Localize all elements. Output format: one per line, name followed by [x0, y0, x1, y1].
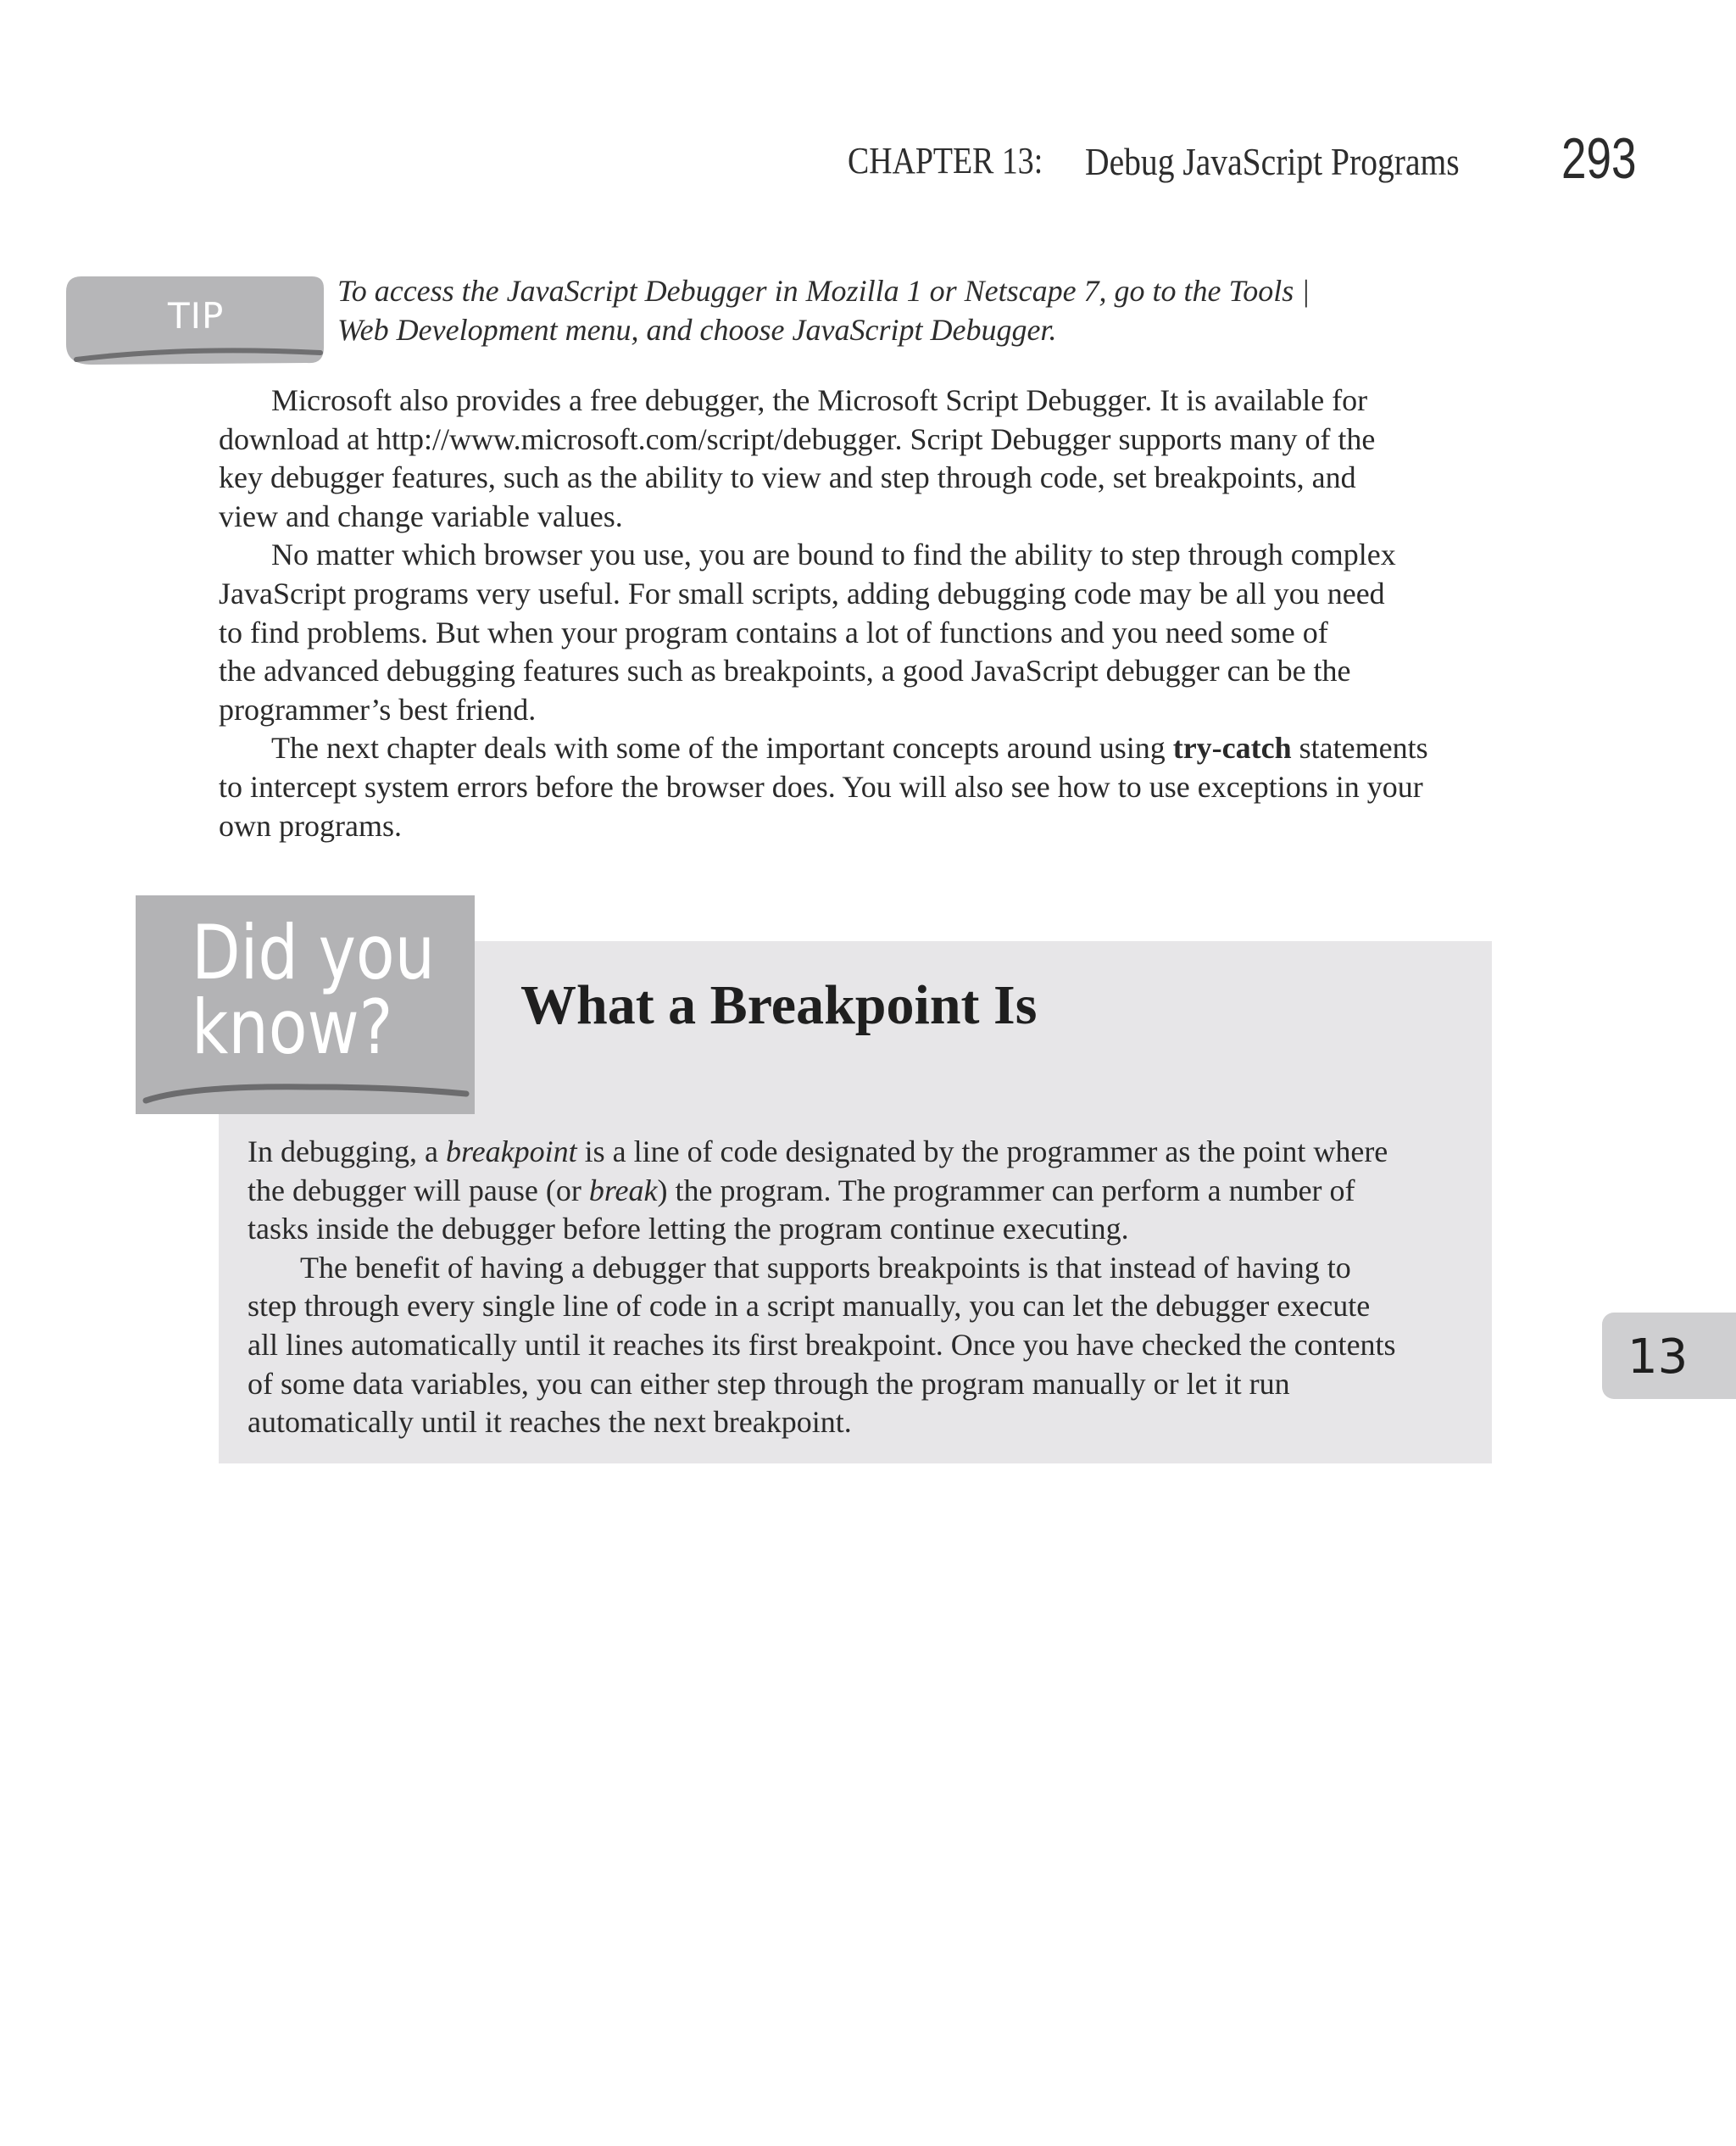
- body-paragraph: [219, 729, 1490, 845]
- body-line: [248, 1133, 1477, 1172]
- body-paragraph: [219, 382, 1490, 536]
- body-line: view and change variable values.: [219, 499, 623, 533]
- body-line: Microsoft also provides a free debugger, the Microsoft Script Debugger. It is available for: [271, 383, 1368, 417]
- body-line: [219, 729, 1490, 768]
- chapter-tab-number: 13: [1628, 1329, 1689, 1385]
- tip-line: Web Development menu, and choose JavaScript Debugger.: [337, 313, 1057, 347]
- code-term-try-catch: try-catch: [1172, 731, 1292, 766]
- page-number: 293: [1561, 126, 1637, 191]
- body-line: own programs.: [219, 808, 402, 843]
- did-you-know-line: Did you: [192, 909, 436, 996]
- body-text-run: In debugging, a: [248, 1134, 446, 1168]
- tip-label: TIP: [168, 295, 225, 337]
- body-text-run: statements: [1291, 731, 1428, 766]
- did-you-know-paragraph: [248, 1133, 1477, 1249]
- body-line: tasks inside the debugger before letting the program continue executing.: [248, 1212, 1129, 1246]
- tip-text: [337, 271, 1439, 349]
- chapter-tab: [1602, 1313, 1736, 1399]
- body-line: all lines automatically until it reaches its first breakpoint. Once you have checked the contents: [248, 1327, 1396, 1362]
- running-header: [848, 126, 1637, 191]
- body-line: the advanced debugging features such as breakpoints, a good JavaScript debugger can be the: [219, 654, 1351, 688]
- body-text-run: The next chapter deals with some of the important concepts around using: [271, 731, 1173, 766]
- body-text-run: ) the program. The programmer can perform a number of: [657, 1173, 1355, 1207]
- body-line: step through every single line of code in a script manually, you can let the debugger execute: [248, 1289, 1371, 1324]
- body-line: to intercept system errors before the browser does. You will also see how to use exceptions in your: [219, 769, 1423, 804]
- body-paragraph: [219, 536, 1490, 729]
- did-you-know-body: [248, 1133, 1477, 1442]
- body-line: to find problems. But when your program contains a lot of functions and you need some of: [219, 615, 1328, 649]
- tip-line: To access the JavaScript Debugger in Mozilla 1 or Netscape 7, go to the Tools |: [337, 274, 1310, 308]
- chapter-title: Debug JavaScript Programs: [1085, 140, 1460, 183]
- body-text: [219, 382, 1490, 845]
- chapter-label: CHAPTER 13:: [848, 140, 1043, 181]
- did-you-know-swoosh: [141, 1075, 471, 1109]
- did-you-know-line: know?: [192, 984, 393, 1071]
- body-line: [248, 1172, 1477, 1211]
- tip-badge: [66, 276, 324, 365]
- body-line: download at http://www.microsoft.com/script/debugger. Script Debugger supports many of the: [219, 421, 1376, 456]
- body-line: programmer’s best friend.: [219, 692, 537, 727]
- term-breakpoint: breakpoint: [445, 1134, 577, 1168]
- body-line: The benefit of having a debugger that supports breakpoints is that instead of having to: [300, 1250, 1351, 1285]
- did-you-know-paragraph: [248, 1249, 1477, 1442]
- body-line: key debugger features, such as the ability to view and step through code, set breakpoints, and: [219, 460, 1356, 495]
- did-you-know-heading: What a Breakpoint Is: [520, 974, 1038, 1036]
- body-line: of some data variables, you can either step through the program manually or let it run: [248, 1366, 1290, 1401]
- body-line: automatically until it reaches the next breakpoint.: [248, 1405, 852, 1440]
- body-text-run: is a line of code designated by the programmer as the point where: [576, 1134, 1388, 1168]
- body-text-run: the debugger will pause (or: [248, 1173, 589, 1207]
- did-you-know-badge: [136, 895, 475, 1114]
- did-you-know-label: [192, 909, 436, 1071]
- term-break: break: [588, 1173, 658, 1207]
- body-line: JavaScript programs very useful. For small scripts, adding debugging code may be all you need: [219, 576, 1385, 610]
- body-line: No matter which browser you use, you are bound to find the ability to step through complex: [271, 538, 1396, 572]
